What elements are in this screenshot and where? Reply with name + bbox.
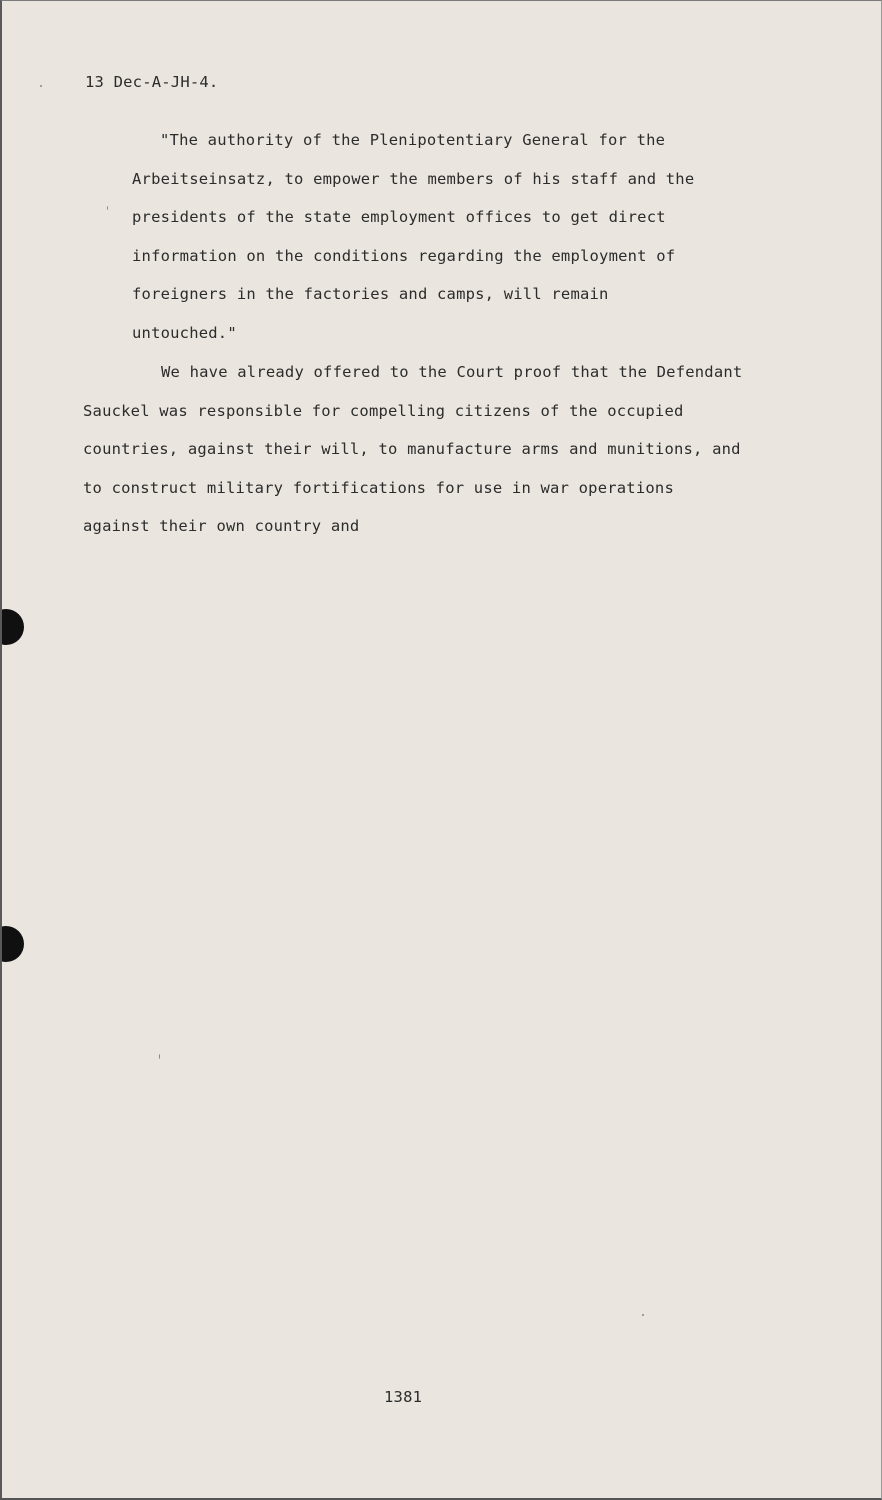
body-line: Sauckel was responsible for compelling citizens of the occupied [83,401,684,420]
paper-speck [642,1314,644,1316]
page-number: 1381 [384,1388,423,1406]
body-line: against their own country and [83,517,360,535]
paper-speck [107,206,108,210]
quote-line: untouched." [132,323,237,342]
body-line: to construct military fortifications for use in war operations [83,478,674,497]
quoted-passage [132,131,772,362]
quote-line: "The authority of the Plenipotentiary General for the [160,131,666,149]
body-paragraph [83,363,783,556]
document-reference: 13 Dec-A-JH-4. [85,73,219,91]
quote-line: Arbeitseinsatz, to empower the members of his staff and the [132,169,695,188]
paper-speck [40,85,42,87]
quote-line: foreigners in the factories and camps, will remain [132,285,609,303]
binder-hole [0,609,24,645]
quote-line: presidents of the state employment offices to get direct [132,208,666,226]
paper-speck [159,1054,160,1059]
binder-hole [0,926,24,962]
body-line: countries, against their will, to manufacture arms and munitions, and [83,440,741,458]
quote-line: information on the conditions regarding the employment of [132,246,676,265]
body-line: We have already offered to the Court proof that the Defendant [161,363,743,381]
